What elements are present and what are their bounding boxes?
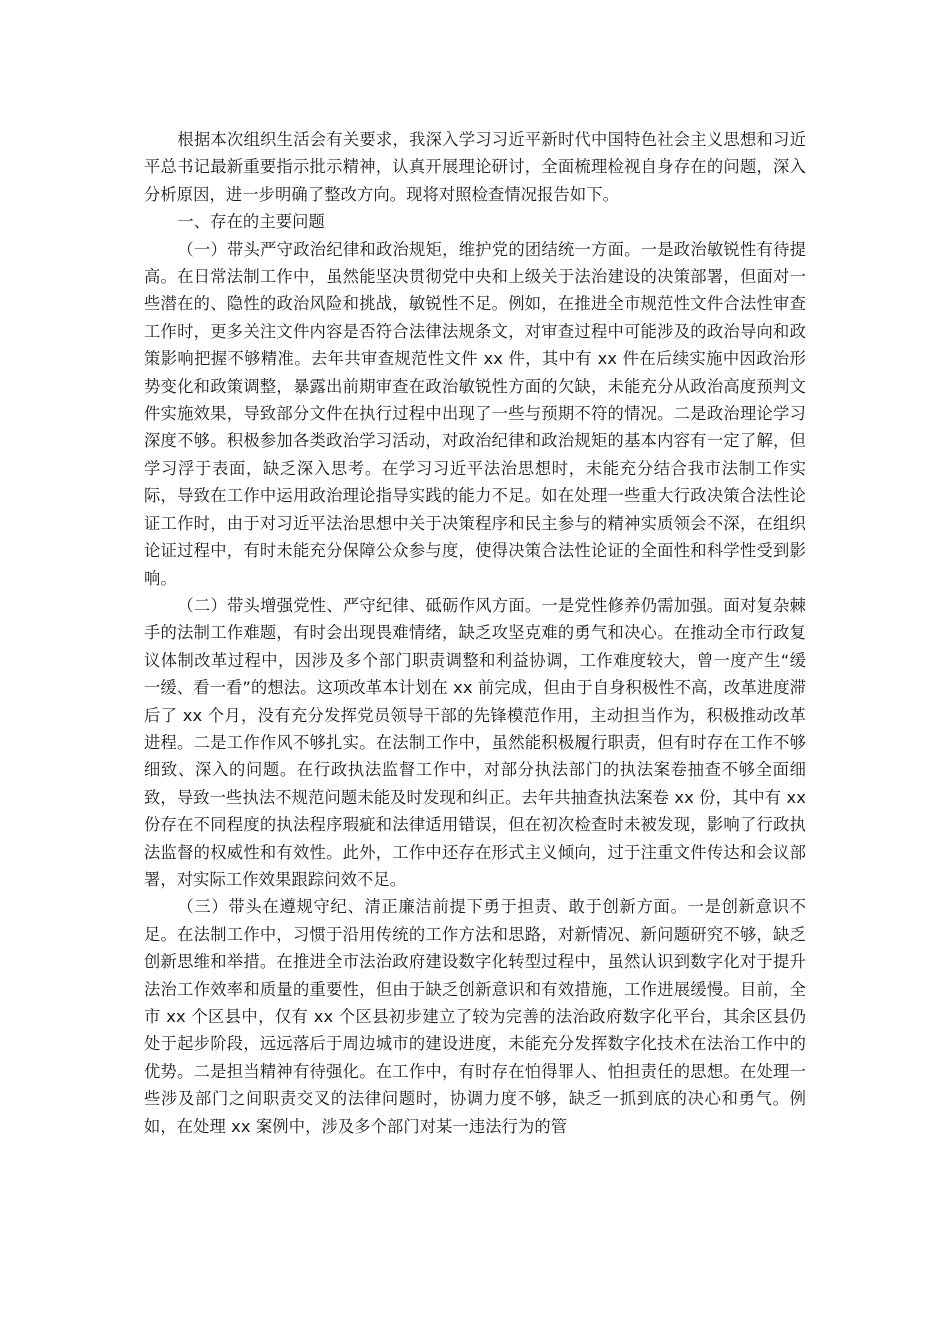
section-2-paragraph: （二）带头增强党性、严守纪律、砥砺作风方面。一是党性修养仍需加强。面对复杂棘手的法制工作难题，有时会出现畏难情绪，缺乏攻坚克难的勇气和决心。在推动全市行政复议体制改革过程中，因涉及多个部门职责调整和利益协调，工作难度较大，曾一度产生“缓一缓、看一看”的想法。这项改革本计划在 xx 前完成，但由于自身积极性不高，改革进度滞后了 xx 个月，没有充分发挥党员领导干部的先锋模范作用，主动担当作为，积极推动改革进程。二是工作作风不够扎实。在法制工作中，虽然能积极履行职责，但有时存在工作不够细致、深入的问题。在行政执法监督工作中，对部分执法部门的执法案卷抽查不够全面细致，导致一些执法不规范问题未能及时发现和纠正。去年共抽查执法案卷 xx 份，其中有 xx 份存在不同程度的执法程序瑕疵和法律适用错误，但在初次检查时未被发现，影响了行政执法监督的权威性和有效性。此外，工作中还存在形式主义倾向，过于注重文件传达和会议部署，对实际工作效果跟踪问效不足。 <box>144 595 806 889</box>
section-1-paragraph: （一）带头严守政治纪律和政治规矩，维护党的团结统一方面。一是政治敏锐性有待提高。在日常法制工作中，虽然能坚决贯彻党中央和上级关于法治建设的决策部署，但面对一些潜在的、隐性的政治风险和挑战，敏锐性不足。例如，在推进全市规范性文件合法性审查工作时，更多关注文件内容是否符合法律法规条文，对审查过程中可能涉及的政治导向和政策影响把握不够精准。去年共审查规范性文件 xx 件，其中有 xx 件在后续实施中因政治形势变化和政策调整，暴露出前期审查在政治敏锐性方面的欠缺，未能充分从政治高度预判文件实施效果，导致部分文件在执行过程中出现了一些与预期不符的情况。二是政治理论学习深度不够。积极参加各类政治学习活动，对政治纪律和政治规矩的基本内容有一定了解，但学习浮于表面，缺乏深入思考。在学习习近平法治思想时，未能充分结合我市法制工作实际，导致在工作中运用政治理论指导实践的能力不足。如在处理一些重大行政决策合法性论证工作时，由于对习近平法治思想中关于决策程序和民主参与的精神实质领会不深，在组织论证过程中，有时未能充分保障公众参与度，使得决策合法性论证的全面性和科学性受到影响。 <box>144 239 806 588</box>
document-body <box>144 126 806 1140</box>
section-3-paragraph: （三）带头在遵规守纪、清正廉洁前提下勇于担责、敢于创新方面。一是创新意识不足。在法制工作中，习惯于沿用传统的工作方法和思路，对新情况、新问题研究不够，缺乏创新思维和举措。在推进全市法治政府建设数字化转型过程中，虽然认识到数字化对于提升法治工作效率和质量的重要性，但由于缺乏创新意识和有效措施，工作进展缓慢。目前，全市 xx 个区县中，仅有 xx 个区县初步建立了较为完善的法治政府数字化平台，其余区县仍处于起步阶段，远远落后于周边城市的建设进度，未能充分发挥数字化技术在法治工作中的优势。二是担当精神有待强化。在工作中，有时存在怕得罪人、怕担责任的思想。在处理一些涉及部门之间职责交叉的法律问题时，协调力度不够，缺乏一抓到底的决心和勇气。例如，在处理 xx 案例中，涉及多个部门对某一违法行为的管 <box>144 897 806 1136</box>
section-heading: 一、存在的主要问题 <box>177 212 325 232</box>
intro-paragraph: 根据本次组织生活会有关要求，我深入学习习近平新时代中国特色社会主义思想和习近平总书记最新重要指示批示精神，认真开展理论研讨，全面梳理检视自身存在的问题，深入分析原因，进一步明确了整改方向。现将对照检查情况报告如下。 <box>144 130 806 204</box>
